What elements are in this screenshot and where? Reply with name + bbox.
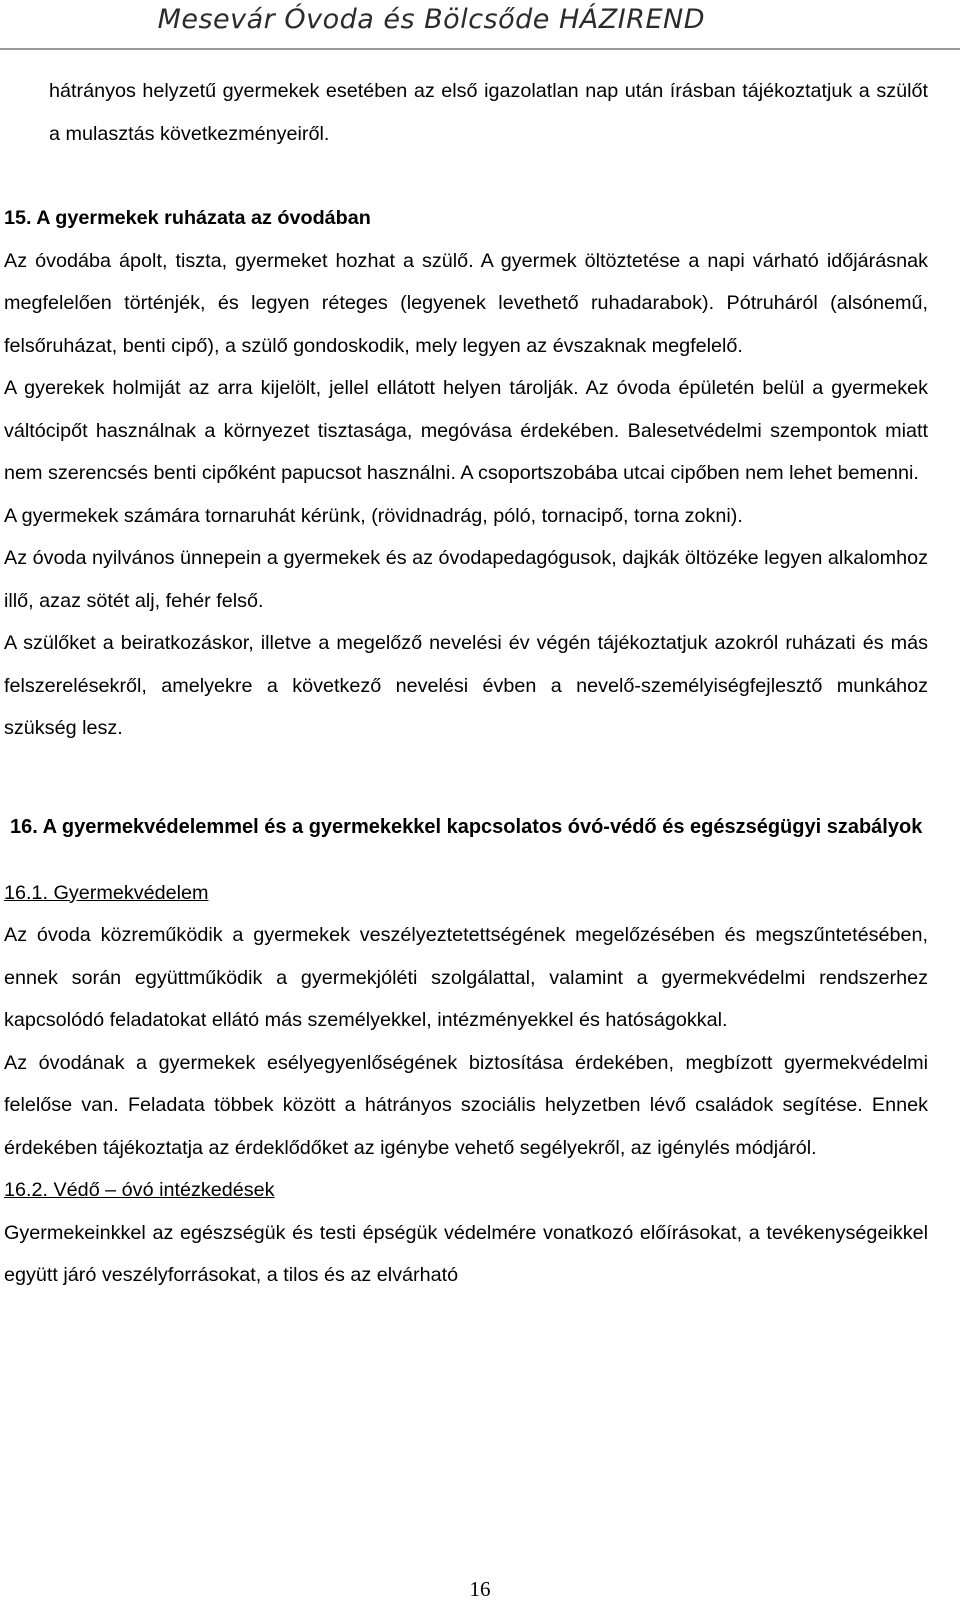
- section-15-paragraph-1: Az óvodába ápolt, tiszta, gyermeket hozhat a szülő. A gyermek öltöztetése a napi várható időjárásnak megfelelően történjék, és legyen réteges (legyenek levethető ruhadarabok). Pótruháról (alsónemű, felsőruházat, benti cipő), a szülő gondoskodik, mely legyen az évszaknak megfelelő.: [4, 249, 928, 357]
- subsection-16-1-paragraph-2: Az óvodának a gyermekek esélyegyenlőségének biztosítása érdekében, megbízott gyermekvédelmi felelőse van. Feladata többek között a hátrányos szociális helyzetben lévő családok segítése. Ennek érdekében tájékoztatja az érdeklődőket az igénybe vehető segélyekről, az igénylés módjáról.: [4, 1051, 928, 1159]
- section-16-heading: 16. A gyermekvédelemmel és a gyermekekkel kapcsolatos óvó-védő és egészségügyi szabályok: [10, 815, 923, 838]
- page-content: [4, 70, 928, 1297]
- section-15-heading: 15. A gyermekek ruházata az óvodában: [4, 207, 371, 229]
- subsection-16-2-heading: 16.2. Védő – óvó intézkedések: [4, 1179, 275, 1201]
- subsection-16-1-paragraph-1: Az óvoda közreműködik a gyermekek veszélyeztetettségének megelőzésében és megszűntetésében, ennek során együttműködik a gyermekjóléti szolgálattal, valamint a gyermekvédelmi rendszerhez kapcsolódó feladatokat ellátó más személyekkel, intézményekkel és hatóságokkal.: [4, 924, 928, 1031]
- section-15-paragraph-4: Az óvoda nyilvános ünnepein a gyermekek és az óvodapedagógusok, dajkák öltözéke legyen alkalomhoz illő, azaz sötét alj, fehér felső.: [4, 547, 928, 612]
- section-15-paragraph-2: A gyerekek holmiját az arra kijelölt, jellel ellátott helyen tárolják. Az óvoda épületén belül a gyermekek váltócipőt használnak a környezet tisztasága, megóvása érdekében. Balesetvédelmi szempontok miatt nem szerencsés benti cipőként papucsot használni. A csoportszobába utcai cipőben nem lehet bemenni.: [4, 377, 928, 484]
- subsection-16-1-heading: 16.1. Gyermekvédelem: [4, 881, 209, 904]
- intro-paragraph: hátrányos helyzetű gyermekek esetében az első igazolatlan nap után írásban tájékoztatjuk a szülőt a mulasztás következményeiről.: [49, 80, 928, 145]
- subsection-16-2-paragraph-1: Gyermekeinkkel az egészségük és testi épségük védelmére vonatkozó előírásokat, a tevékenységeikkel együtt járó veszélyforrásokat, a tilos és az elvárható: [4, 1221, 928, 1286]
- section-15-paragraph-5: A szülőket a beiratkozáskor, illetve a megelőző nevelési év végén tájékoztatjuk azokról ruházati és más felszerelésekről, amelyekre a következő nevelési évben a nevelő-személyiségfejlesztő munkához szükség lesz.: [4, 632, 928, 739]
- section-15-paragraph-3: A gyermekek számára tornaruhát kérünk, (rövidnadrág, póló, tornacipő, torna zokni).: [4, 504, 743, 527]
- header-rule: [0, 48, 960, 50]
- running-header: Mesevár Óvoda és Bölcsőde HÁZIREND: [157, 4, 705, 35]
- page-number: 16: [469, 1577, 491, 1601]
